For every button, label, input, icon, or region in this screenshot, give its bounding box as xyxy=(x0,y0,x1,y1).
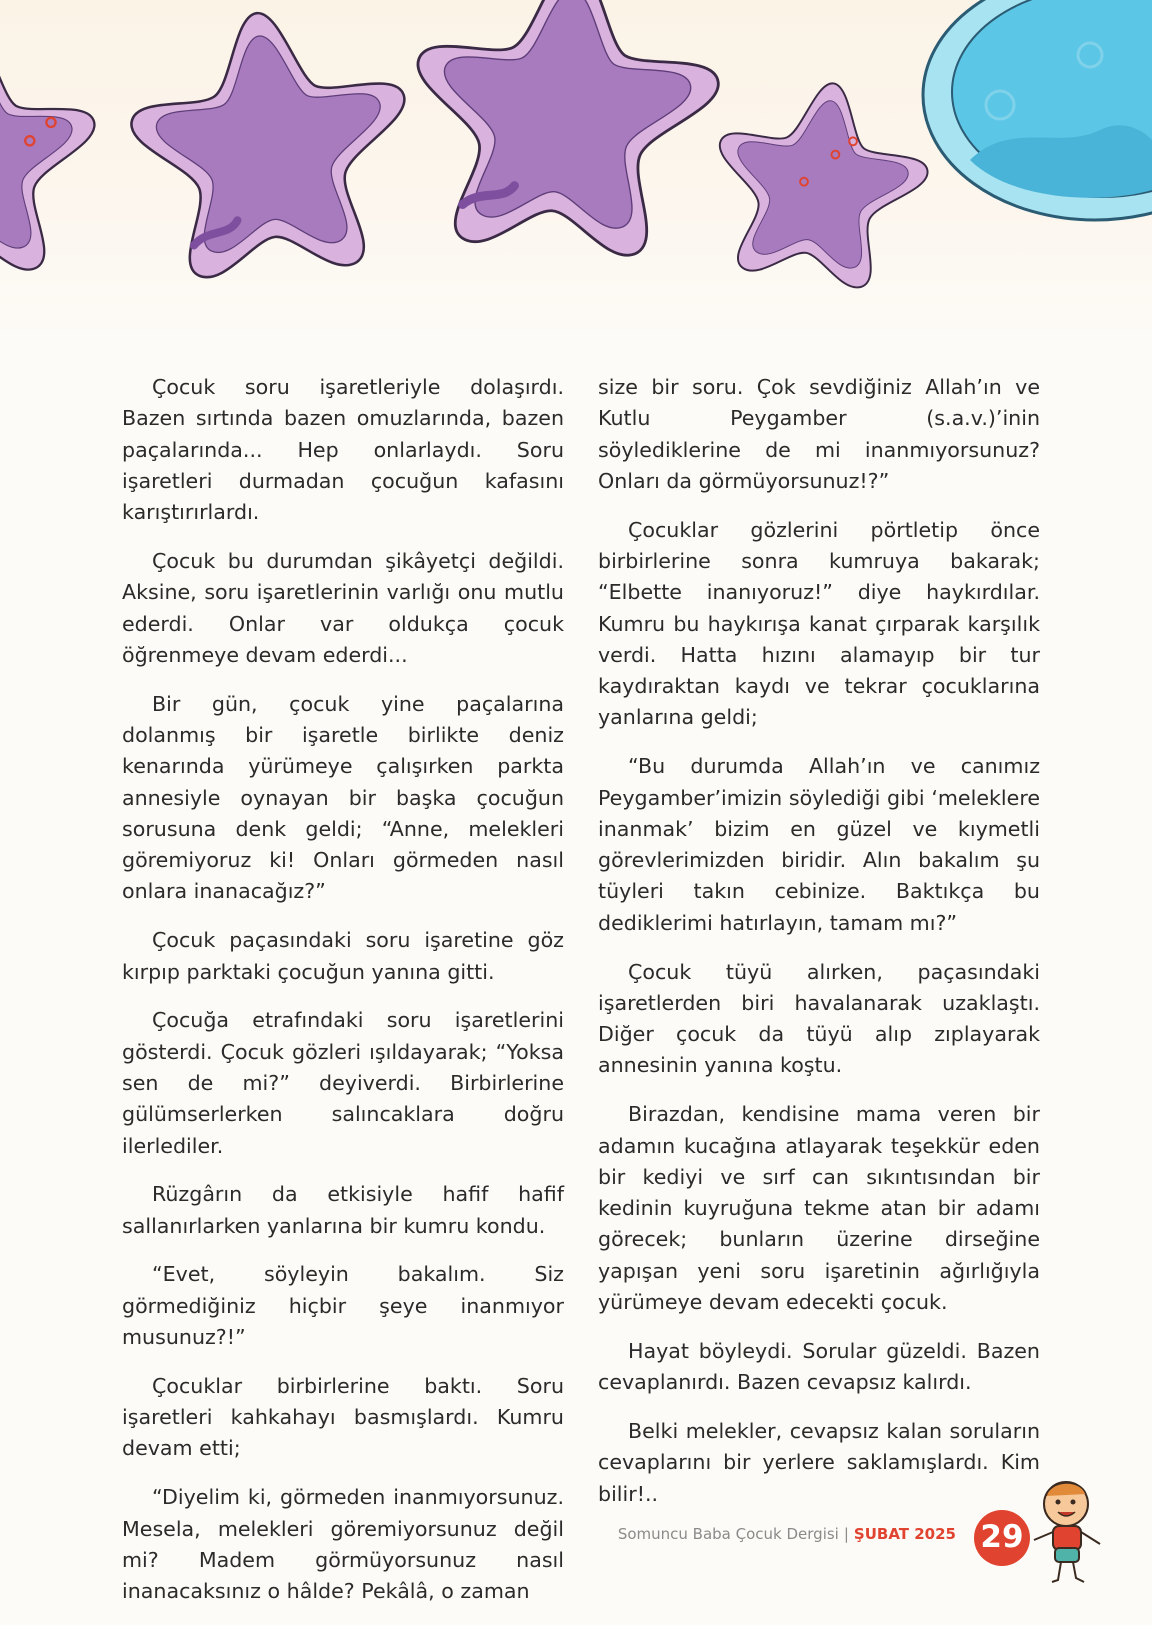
footer xyxy=(618,1525,956,1543)
paragraph: Bir gün, çocuk yine paçalarına dolanmış bir işaretle birlikte deniz kenarında yürümeye çalışırken parkta annesiyle oynayan bir başka çocuğun sorusuna denk geldi; “Anne, melekleri göremiyoruz ki! Onları görmeden nasıl onlara inanacağız?” xyxy=(122,691,564,904)
paragraph: “Bu durumda Allah’ın ve canımız Peygamber’imizin söylediği gibi ‘meleklere inanmak’ bizim en güzel ve kıymetli görevlerimizden biridir. Alın bakalım şu tüyleri takın cebinize. Baktıkça bu dediklerimi hatırlayın, tamam mı?” xyxy=(598,754,1040,935)
paragraph: Çocuk bu durumdan şikâyetçi değildi. Aksine, soru işaretlerinin varlığı onu mutlu ederdi. Onlar var oldukça çocuk öğrenmeye devam ederdi... xyxy=(122,548,564,667)
paragraph: Çocuk tüyü alırken, paçasındaki işaretlerden biri havalanarak uzaklaştı. Diğer çocuk da tüyü alıp zıplayarak annesinin yanına koştu. xyxy=(598,959,1040,1078)
paragraph: “Evet, söyleyin bakalım. Siz görmediğiniz hiçbir şeye inanmıyor musunuz?!” xyxy=(122,1262,564,1350)
starfish-1 xyxy=(0,35,94,270)
paragraph: Çocuğa etrafındaki soru işaretlerini gösterdi. Çocuk gözleri ışıldayarak; “Yoksa sen de mi?” deyiverdi. Birbirlerine gülümserlerken salıncaklara doğru ilerlediler. xyxy=(122,1008,564,1158)
paragraph: Hayat böyleydi. Sorular güzeldi. Bazen cevaplanırdı. Bazen cevapsız kalırdı. xyxy=(598,1338,1040,1395)
paragraph: Çocuk soru işaretleriyle dolaşırdı. Bazen sırtında bazen omuzlarında, bazen paçalarında... Hep onlarlaydı. Soru işaretleri durmadan çocuğun kafasını karıştırırlardı. xyxy=(122,375,564,525)
starfish-2 xyxy=(121,0,421,286)
paragraph: Çocuklar gözlerini pörtletip önce birbirlerine sonra kumruya bakarak; “Elbette inanıyoruz!” diye haykırdılar. Kumru bu haykırışa kanat çırparak karşılık verdi. Hatta hızını alamayıp bir tur kaydıraktan kaydı ve tekrar çocuklarına yanlarına geldi; xyxy=(598,517,1040,730)
kid-mascot-icon xyxy=(1028,1478,1112,1588)
issue-date: ŞUBAT 2025 xyxy=(853,1525,956,1543)
page-number: 29 xyxy=(980,1519,1024,1555)
paragraph: Çocuk paçasındaki soru işaretine göz kırpıp parktaki çocuğun yanına gitti. xyxy=(122,928,564,984)
footer-separator: | xyxy=(843,1525,849,1543)
page-number-badge xyxy=(972,1508,1032,1568)
paragraph: “Diyelim ki, görmeden inanmıyorsunuz. Mesela, melekleri göremiyorsunuz değil mi? Madem görmüyorsunuz nasıl inanacaksınız o hâlde? Pekâlâ, o zaman xyxy=(122,1485,564,1604)
magazine-name: Somuncu Baba Çocuk Dergisi xyxy=(617,1525,839,1543)
starfish-3 xyxy=(406,0,726,261)
article-right-column xyxy=(598,372,1040,1527)
paragraph: Belki melekler, cevapsız kalan soruların cevaplarını bir yerlere saklamışlardı. Kim bilir!.. xyxy=(598,1418,1040,1506)
article-left-column xyxy=(122,372,564,1625)
starfish-banner xyxy=(0,0,1152,300)
starfish-4 xyxy=(703,69,938,295)
pool-graphic xyxy=(923,0,1152,220)
paragraph: Çocuklar birbirlerine baktı. Soru işaretleri kahkahayı basmışlardı. Kumru devam etti; xyxy=(122,1373,564,1461)
paragraph: Rüzgârın da etkisiyle hafif hafif sallanırlarken yanlarına bir kumru kondu. xyxy=(122,1182,564,1238)
paragraph: Birazdan, kendisine mama veren bir adamın kucağına atlayarak teşekkür eden bir kediyi ve sırf can sıkıntısından bir kedinin kuyruğuna tekme atan bir adamı görecek; bunların üzerine dirseğine yapışan yeni soru işaretinin ağırlığıyla yürümeye devam edecekti çocuk. xyxy=(598,1102,1040,1315)
paragraph-continuation: size bir soru. Çok sevdiğiniz Allah’ın ve Kutlu Peygamber (s.a.v.)’inin söylediklerine de mi inanmıyorsunuz? Onları da görmüyorsunuz!?” xyxy=(598,375,1040,493)
